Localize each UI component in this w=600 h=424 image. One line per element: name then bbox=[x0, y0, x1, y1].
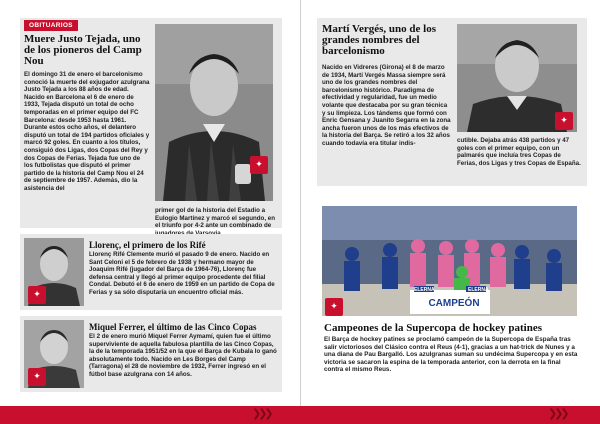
barca-crest-icon: ✦ bbox=[555, 112, 573, 130]
miquel-title: Miquel Ferrer, el último de las Cinco Copas bbox=[89, 322, 257, 332]
justo-body-col1: El domingo 31 de enero el barcelonismo conoció la muerte del exjugador azulgrana Justo Tejada a los 88 años de edad. Nacido en Barcelona el 6 de enero de 1933, Tejada disputó un total de ocho temporadas en el primer equipo del FC Barcelona: desde 1953 hasta 1961. Durante estos ocho años, el delantero disputó un total de 194 partidos oficiales y marcó 92 goles. En cuanto a los títulos, consiguió dos Ligas, dos Copas del Rey y dos Copas de Ferias. Tejada fue uno de los futbolistas que disputó el primer partido de la historia del Camp Nou el 24 de septiembre de 1957. Además, dio la asistencia del bbox=[24, 71, 150, 192]
verges-title: Martí Vergés, uno de los grandes nombres del barcelonismo bbox=[322, 23, 436, 57]
section-tag: OBITUARIOS bbox=[24, 20, 78, 31]
justo-body-col2: primer gol de la historia del Estadio a Eulogio Martínez y marcó el segundo, en el triunfo por 4-2 ante un combinado de bbox=[155, 207, 275, 230]
verges-body-col2: cutible. Dejaba atrás 438 partidos y 47 goles con el primer equipo, con un palmarés que incluía tres Copas de Ferias, dos Ligas y tres Copas de España. bbox=[457, 137, 581, 167]
miquel-body: El 2 de enero murió Miquel Ferrer Aymamí, quien fue el último superviviente de aquella fabulosa plantilla de las Cinco Copas, la de la temporada 1951/52 en la que el Barça de Kubala lo ganó absolutamente todo. Nacido en Les Borges del Camp (Tarragona) el 28 de noviembre de 1932, Ferrer ingresó en el fútbol base azulgrana con 14 años. bbox=[89, 333, 277, 378]
chevron-right-icon: ❯❯❯ bbox=[252, 407, 271, 420]
barca-crest-icon: ✦ bbox=[325, 298, 343, 316]
barca-crest-icon: ✦ bbox=[28, 286, 46, 304]
hockey-title: Campeones de la Supercopa de hockey patines bbox=[324, 322, 542, 334]
justo-title: Muere Justo Tejada, uno de los pioneros del Camp Nou bbox=[24, 33, 142, 67]
llorenc-title: Llorenç, el primero de los Rifé bbox=[89, 240, 206, 250]
barca-crest-icon: ✦ bbox=[28, 368, 46, 386]
justo-photo bbox=[155, 24, 273, 201]
chevron-right-icon: ❯❯❯ bbox=[548, 407, 567, 420]
barca-crest-icon: ✦ bbox=[250, 156, 268, 174]
hockey-sponsor-label: ELERNA bbox=[468, 287, 489, 293]
hockey-body: El Barça de hockey patines se proclamó campeón de la Supercopa de España tras salir victoriosos del Clásico contra el Reus (4-1), gracias a un hat-trick de Nunes y a una diana de Pau Bargalló. Los azulgranas suman su undécima Supercopa y en esta victoria se sacaron la espina de la temporada anterior, con la derrota en la final contra el mismo Reus. bbox=[324, 336, 578, 374]
verges-body-col1: Nacido en Vidreres (Girona) el 8 de marzo de 1934, Martí Vergés Massa siempre será uno de los grandes nombres del barcelonismo histórico. Paradigma de efectividad y regularidad, fue un medio volante que destacaba por su gran técnica y su limpieza. Los tándems que formó con Enric Gensana y Juanito Segarra en la zona ancha fueron unos de los más efectivos de la historia del Barça. Se retiró a los 32 años cuando todavía era titular indis- bbox=[322, 64, 451, 147]
hockey-banner-text: CAMPEÓN bbox=[428, 298, 480, 309]
llorenc-body: Llorenç Rifé Clemente murió el pasado 9 de enero. Nacido en Sant Celoni el 5 de febrero de 1938 y hermano mayor de Joaquim Rifé (jugador del Barça de 1964-76), Llorenç fue defensa central y llegó al primer equipo procedente del filial Condal. Debutó el 6 de enero de 1959 en un partido de Copa de Ferias y sa sólo disputaría un encuentro oficial más. bbox=[89, 251, 275, 296]
hockey-sponsor-label: ELERNA bbox=[414, 287, 435, 293]
